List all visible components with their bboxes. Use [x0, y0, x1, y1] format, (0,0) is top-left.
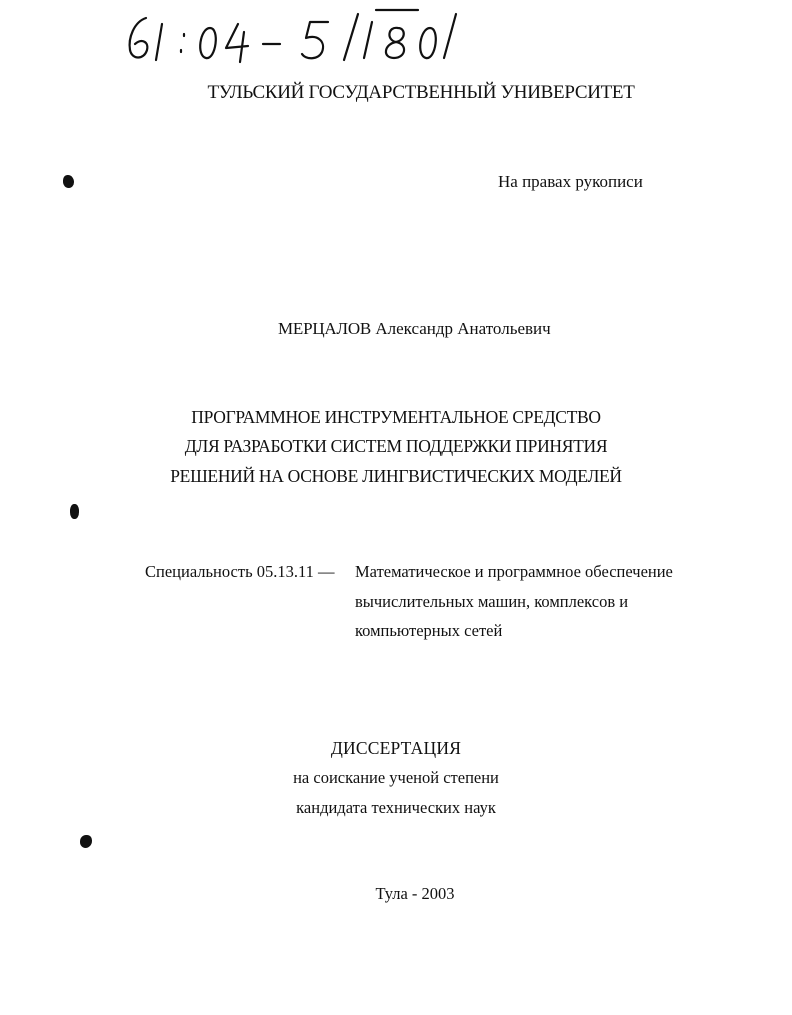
specialty-label: Специальность 05.13.11 — [145, 562, 335, 581]
degree-line-1: на соискание ученой степени [293, 768, 499, 787]
handwritten-archive-code [118, 4, 468, 66]
binding-hole-mark [80, 835, 92, 848]
binding-hole-mark [63, 175, 74, 188]
thesis-title-line-2: ДЛЯ РАЗРАБОТКИ СИСТЕМ ПОДДЕРЖКИ ПРИНЯТИЯ [184, 436, 608, 456]
city-year: Тула - 2003 [375, 884, 455, 903]
author-surname: МЕРЦАЛОВ [278, 319, 372, 338]
specialty-line-2: вычислительных машин, комплексов и [355, 592, 629, 611]
handwritten-archive-code-drawing [118, 4, 468, 66]
rights-note: На правах рукописи [498, 172, 643, 191]
specialty-line-1: Математическое и программное обеспечение [355, 562, 673, 581]
thesis-title-line-1: ПРОГРАММНОЕ ИНСТРУМЕНТАЛЬНОЕ СРЕДСТВО [191, 407, 601, 427]
author-given-names: Александр Анатольевич [375, 319, 551, 338]
degree-line-2: кандидата технических наук [296, 798, 496, 817]
author-name [278, 319, 551, 339]
specialty-line-3: компьютерных сетей [355, 621, 503, 640]
thesis-title-line-3: РЕШЕНИЙ НА ОСНОВЕ ЛИНГВИСТИЧЕСКИХ МОДЕЛЕЙ [170, 466, 622, 486]
binding-hole-mark [70, 504, 79, 519]
university-name: ТУЛЬСКИЙ ГОСУДАРСТВЕННЫЙ УНИВЕРСИТЕТ [207, 82, 635, 103]
dissertation-heading: ДИССЕРТАЦИЯ [330, 738, 462, 758]
